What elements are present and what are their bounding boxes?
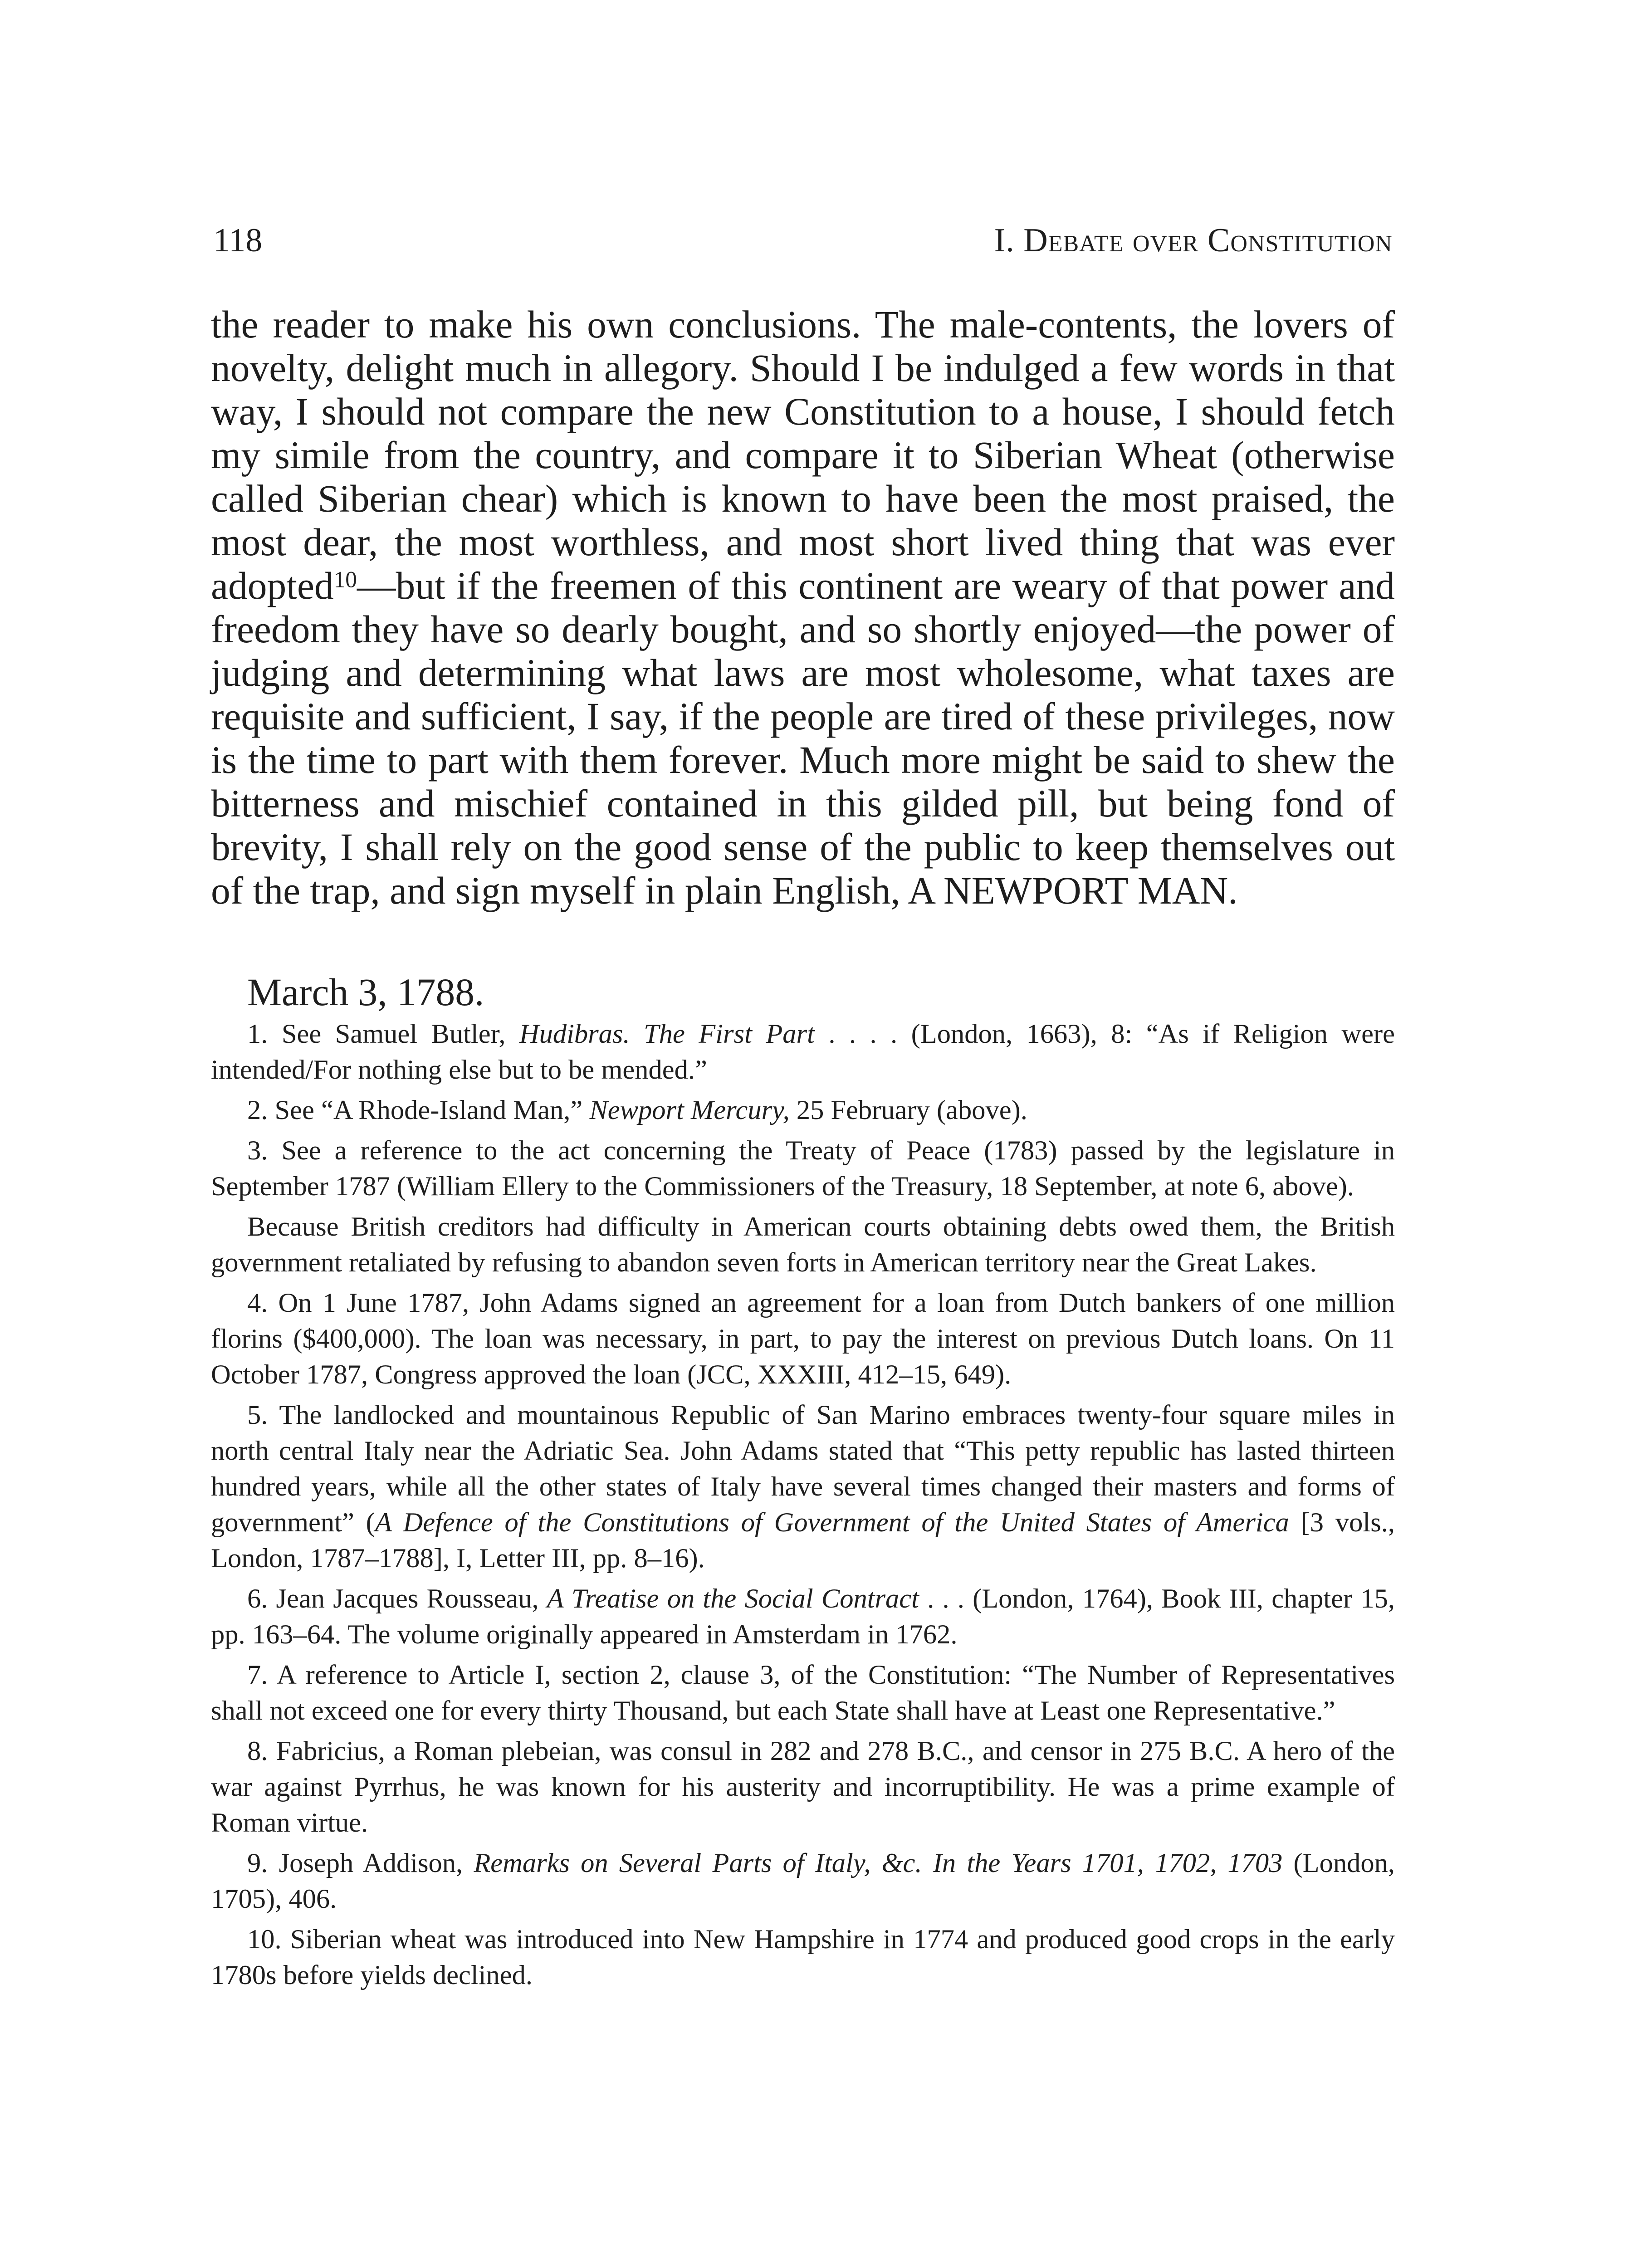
footnote-text: 5. The landlocked and mountainous Republic of San Marino embraces twenty-four square miles in north central Italy near the Adriatic Sea. John Adams stated that “This petty republic has lasted thirteen hundred years, while all the other states of Italy have several times changed their masters and forms of government” ( — [211, 1400, 1395, 1538]
footnote-7: 7. A reference to Article I, section 2, clause 3, of the Constitution: “The Number of Representatives shall not exceed one for every thirty Thousand, but each State shall have at Least one Representative.” — [211, 1660, 1395, 1726]
footnote-title: A Treatise on the Social Contract — [547, 1584, 919, 1614]
main-text — [211, 303, 1395, 913]
footnote-text: . . . (London, 1764), Book III, chapter 15, pp. 163–64. The volume originally appeared in Amsterdam in 1762. — [211, 1584, 1395, 1650]
footnote-6 — [211, 1581, 1395, 1652]
footnote-2 — [211, 1092, 1395, 1128]
footnote-3-continued: Because British creditors had difficulty in American courts obtaining debts owed them, the British government retaliated by refusing to abandon seven forts in American territory near the Great Lakes. — [211, 1212, 1395, 1278]
footnote-10: 10. Siberian wheat was introduced into New Hampshire in 1774 and produced good crops in the early 1780s before yields declined. — [211, 1924, 1395, 1990]
body-text-part-2: —but if the freemen of this continent are weary of that power and freedom they have so dearly bought, and so shortly enjoyed—the power of judging and determining what laws are most wholesome, what taxes are requisite and sufficient, I say, if the people are tired of these privileges, now is the time to part with them forever. Much more might be said to shew the bitterness and mischief contained in this gilded pill, but being fond of brevity, I shall rely on the good sense of the public to keep themselves out of the trap, and sign myself in plain English, — [211, 565, 1395, 912]
dateline: March 3, 1788. — [247, 971, 484, 1014]
footnote-4: 4. On 1 June 1787, John Adams signed an agreement for a loan from Dutch bankers of one million florins ($400,000). The loan was necessary, in part, to pay the interest on previous Dutch loans. On 11 October 1787, Congress approved the loan (JCC, XXXIII, 412–15, 649). — [211, 1288, 1395, 1390]
footnote-text: 6. Jean Jacques Rousseau, — [247, 1584, 547, 1614]
footnote-8: 8. Fabricius, a Roman plebeian, was consul in 282 and 278 B.C., and censor in 275 B.C. A hero of the war against Pyrrhus, he was known for his austerity and incorruptibility. He was a prime example of Roman virtue. — [211, 1736, 1395, 1838]
footnote-3: 3. See a reference to the act concerning the Treaty of Peace (1783) passed by the legislature in September 1787 (William Ellery to the Commissioners of the Treasury, 18 September, at note 6, above). — [211, 1135, 1395, 1202]
footnote-text: [3 vols., London, 1787–1788], I, Letter III, pp. 8–16). — [211, 1507, 1395, 1574]
footnote-text: (London, 1705), 406. — [211, 1848, 1395, 1914]
footnote-text: 1. See Samuel Butler, — [247, 1019, 519, 1049]
footnote-title: Hudibras. The First Part — [519, 1019, 815, 1049]
footnote-text: 2. See “A Rhode-Island Man,” — [247, 1095, 590, 1125]
footnote-1 — [211, 1016, 1395, 1088]
footnotes — [211, 1016, 1395, 1998]
footnote-9 — [211, 1845, 1395, 1917]
body-text-part-1: the reader to make his own conclusions. The male-contents, the lovers of novelty, delight much in allegory. Should I be indulged a few words in that way, I should not compare the new Constitution to a house, I should fetch my simile from the country, and compare it to Siberian Wheat (otherwise called Siberian chear) which is known to have been the most praised, the most dear, the most worthless, and most short lived thing that was ever adopted — [211, 303, 1395, 607]
footnote-text: . . . . (London, 1663), 8: “As if Religion were intended/For nothing else but to be mended.” — [211, 1019, 1395, 1085]
footnote-title: Newport Mercury, — [589, 1095, 790, 1125]
running-head: I. Debate over Constitution — [994, 222, 1393, 259]
page-number: 118 — [213, 222, 263, 259]
footnote-title: Remarks on Several Parts of Italy, &c. In the Years 1701, 1702, 1703 — [474, 1848, 1283, 1878]
footnote-text: 9. Joseph Addison, — [247, 1848, 474, 1878]
footnote-text: 25 February (above). — [789, 1095, 1027, 1125]
footnote-5 — [211, 1397, 1395, 1576]
note-reference: 10 — [333, 567, 357, 593]
body-paragraph — [211, 303, 1395, 913]
footnote-title: A Defence of the Constitutions of Government of the United States of America — [375, 1507, 1289, 1538]
page-header — [213, 218, 1393, 263]
signature: A NEWPORT MAN. — [908, 870, 1238, 912]
